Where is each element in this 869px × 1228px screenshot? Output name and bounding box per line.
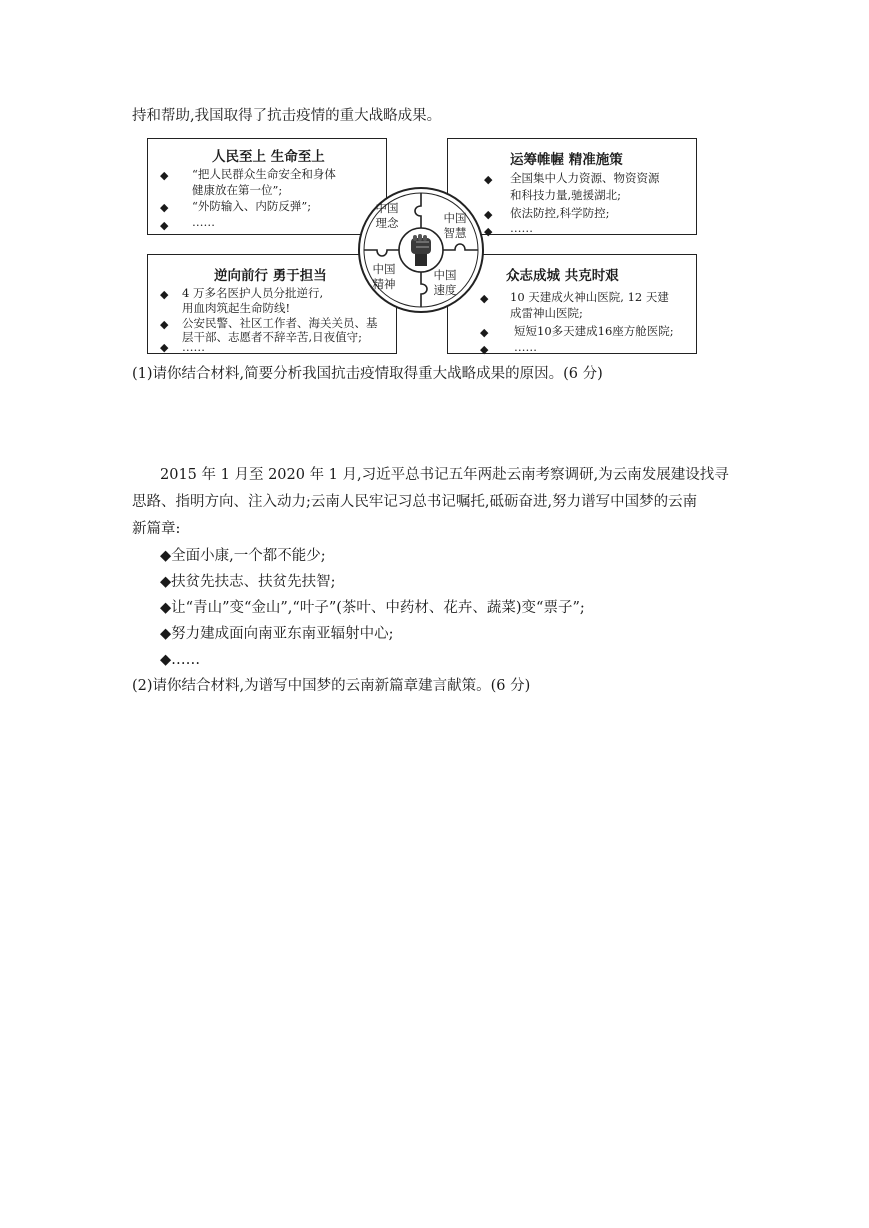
bullet-diamond-icon: ◆: [480, 326, 489, 339]
box-text: 成雷神山医院;: [510, 306, 583, 320]
puzzle-label-concept: 中国 理念: [375, 201, 399, 230]
list-item: ◆努力建成面向南亚东南亚辐射中心;: [160, 626, 394, 642]
box-text: 健康放在第一位”;: [192, 183, 283, 197]
intro-line: 持和帮助,我国取得了抗击疫情的重大战略成果。: [132, 108, 442, 124]
bullet-diamond-icon: ◆: [160, 341, 169, 354]
box-text: “把人民群众生命安全和身体: [192, 167, 336, 181]
box-text: ……: [514, 340, 537, 354]
box-title: 逆向前行 勇于担当: [214, 268, 327, 284]
box-text: ……: [182, 340, 205, 354]
paragraph-line: 2015 年 1 月至 2020 年 1 月,习近平总书记五年两赴云南考察调研,为云南发展建设找寻: [160, 467, 729, 483]
list-item: ◆让“青山”变“金山”,“叶子”(茶叶、中药材、花卉、蔬菜)变“票子”;: [160, 600, 585, 616]
box-text: 依法防控,科学防控;: [510, 206, 610, 220]
box-text: 公安民警、社区工作者、海关关员、基: [182, 316, 378, 330]
puzzle-label-spirit: 中国 精神: [372, 262, 396, 291]
list-item: ◆……: [160, 652, 201, 668]
bullet-diamond-icon: ◆: [160, 288, 169, 301]
box-text: “外防输入、内防反弹”;: [192, 199, 312, 213]
bullet-diamond-icon: ◆: [484, 208, 493, 221]
bullet-diamond-icon: ◆: [484, 225, 493, 238]
box-text: 用血肉筑起生命防线!: [182, 301, 291, 315]
box-text: ……: [192, 215, 215, 229]
question-1: (1)请你结合材料,简要分析我国抗击疫情取得重大战略成果的原因。(6 分): [132, 366, 603, 382]
box-title: 人民至上 生命至上: [212, 149, 325, 165]
box-text: ……: [510, 221, 533, 235]
bullet-diamond-icon: ◆: [160, 318, 169, 331]
bullet-diamond-icon: ◆: [160, 169, 169, 182]
bullet-diamond-icon: ◆: [480, 343, 489, 356]
box-title: 运筹帷幄 精准施策: [510, 152, 623, 168]
bullet-diamond-icon: ◆: [160, 201, 169, 214]
box-text: 10 天建成火神山医院, 12 天建: [510, 290, 669, 304]
box-text: 4 万多名医护人员分批逆行,: [182, 286, 324, 300]
box-text: 和科技力量,驰援湖北;: [510, 188, 622, 202]
box-people-first: [147, 138, 387, 235]
box-text: 全国集中人力资源、物资资源: [510, 171, 660, 185]
figure-anti-epidemic-diagram: [143, 134, 699, 358]
puzzle-label-speed: 中国 速度: [433, 268, 457, 297]
box-title: 众志成城 共克时艰: [506, 268, 619, 284]
paragraph-line: 思路、指明方向、注入动力;云南人民牢记习总书记嘱托,砥砺奋进,努力谱写中国梦的云南: [132, 494, 698, 510]
question-2: (2)请你结合材料,为谱写中国梦的云南新篇章建言献策。(6 分): [132, 678, 531, 694]
list-item: ◆全面小康,一个都不能少;: [160, 548, 326, 564]
bullet-diamond-icon: ◆: [484, 173, 493, 186]
box-text: 层干部、志愿者不辞辛苦,日夜值守;: [182, 330, 363, 344]
box-text: 短短10多天建成16座方舱医院;: [514, 324, 674, 338]
bullet-diamond-icon: ◆: [160, 219, 169, 232]
bullet-diamond-icon: ◆: [480, 292, 489, 305]
puzzle-label-wisdom: 中国 智慧: [443, 211, 467, 240]
paragraph-line: 新篇章:: [132, 521, 181, 537]
list-item: ◆扶贫先扶志、扶贫先扶智;: [160, 574, 336, 590]
